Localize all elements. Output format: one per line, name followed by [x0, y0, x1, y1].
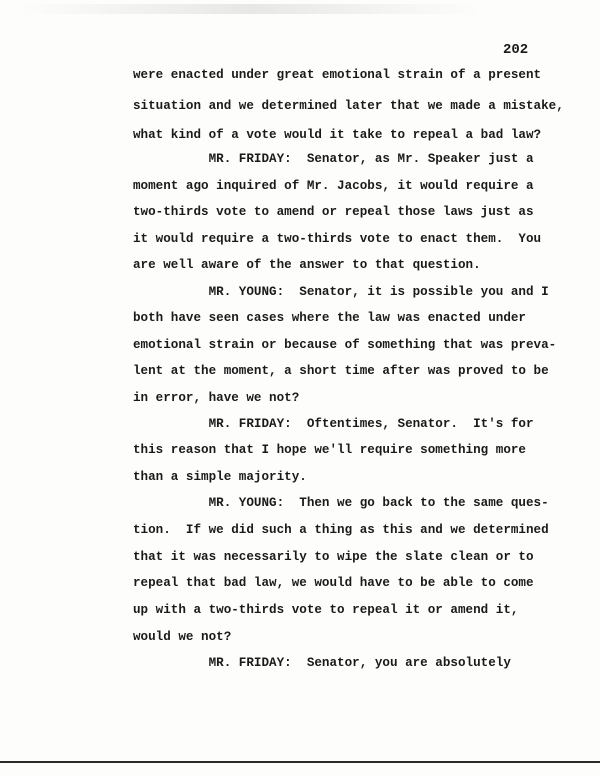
text-line: both have seen cases where the law was enacted under — [133, 311, 526, 325]
text-line: lent at the moment, a short time after was proved to be — [133, 364, 549, 378]
text-line: MR. FRIDAY: Senator, as Mr. Speaker just a — [133, 152, 534, 166]
text-line: were enacted under great emotional strain of a present — [133, 68, 542, 82]
text-line: than a simple majority. — [133, 470, 307, 484]
text-line: repeal that bad law, we would have to be able to come — [133, 576, 534, 590]
text-line: in error, have we not? — [133, 391, 300, 405]
text-line: what kind of a vote would it take to repeal a bad law? — [133, 128, 542, 142]
text-line: MR. YOUNG: Then we go back to the same ques- — [133, 496, 549, 510]
text-line: this reason that I hope we'll require something more — [133, 443, 526, 457]
text-line: MR. FRIDAY: Oftentimes, Senator. It's for — [133, 417, 534, 431]
text-line: would we not? — [133, 630, 232, 644]
text-line: up with a two-thirds vote to repeal it or amend it, — [133, 603, 519, 617]
text-line: tion. If we did such a thing as this and we determined — [133, 523, 549, 537]
scan-artifact — [20, 4, 480, 14]
text-line: situation and we determined later that we made a mistake, — [133, 99, 564, 113]
text-line: two-thirds vote to amend or repeal those laws just as — [133, 205, 534, 219]
bottom-edge-rule — [0, 761, 600, 763]
text-line: MR. FRIDAY: Senator, you are absolutely — [133, 656, 511, 670]
text-line: are well aware of the answer to that question. — [133, 258, 481, 272]
text-line: it would require a two-thirds vote to enact them. You — [133, 232, 542, 246]
text-line: that it was necessarily to wipe the slate clean or to — [133, 550, 534, 564]
text-line: emotional strain or because of something that was preva- — [133, 338, 557, 352]
page-number: 202 — [503, 42, 529, 58]
text-line: MR. YOUNG: Senator, it is possible you and I — [133, 285, 549, 299]
text-line: moment ago inquired of Mr. Jacobs, it would require a — [133, 179, 534, 193]
